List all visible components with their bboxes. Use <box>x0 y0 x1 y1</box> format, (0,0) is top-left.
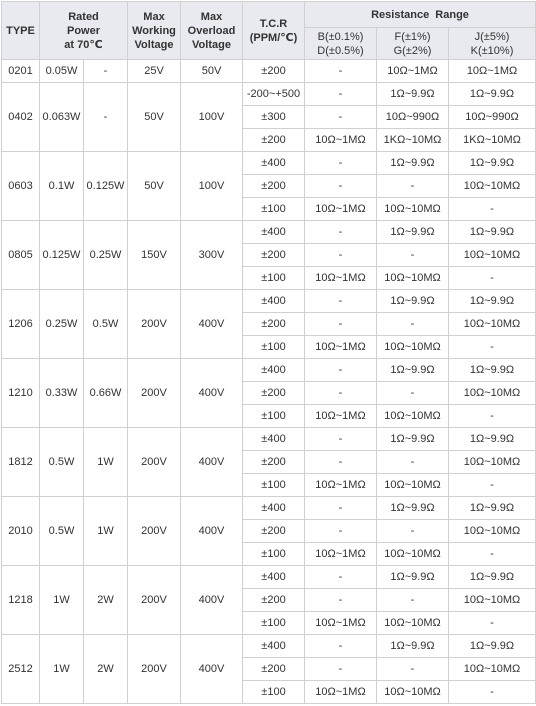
header-max-working-line-1: Max <box>143 10 165 23</box>
max-overload-voltage-cell: 50V <box>181 60 243 83</box>
range-b-d-cell: - <box>305 152 377 175</box>
header-max-overload-line-1: Max <box>200 10 223 23</box>
header-tol-g: G(±2%) <box>393 44 432 57</box>
range-b-d-cell: 10Ω~1MΩ <box>305 129 377 152</box>
max-overload-voltage-cell: 100V <box>181 83 243 152</box>
tcr-cell: ±400 <box>243 497 305 520</box>
tcr-cell: ±200 <box>243 60 305 83</box>
tcr-cell: ±100 <box>243 405 305 428</box>
range-b-d-cell: - <box>305 382 377 405</box>
rated-power-alt-cell: - <box>84 83 128 152</box>
header-rated-power-line-2: Power <box>66 24 100 37</box>
table-row <box>2 566 536 589</box>
max-working-voltage-cell: 150V <box>128 221 181 290</box>
range-b-d-cell: - <box>305 221 377 244</box>
range-j-k-cell: - <box>449 405 536 428</box>
tcr-cell: ±200 <box>243 244 305 267</box>
range-f-g-cell: - <box>377 589 449 612</box>
range-j-k-cell: 10Ω~10MΩ <box>449 451 536 474</box>
rated-power-alt-cell: - <box>84 60 128 83</box>
rated-power-cell: 0.125W <box>40 221 84 290</box>
tcr-cell: ±100 <box>243 612 305 635</box>
header-tcr-line-1: T.C.R <box>259 17 288 30</box>
table-row <box>2 83 536 106</box>
tcr-cell: ±400 <box>243 566 305 589</box>
range-f-g-cell: 10Ω~10MΩ <box>377 612 449 635</box>
range-j-k-cell: - <box>449 267 536 290</box>
tcr-cell: ±200 <box>243 382 305 405</box>
rated-power-cell: 0.33W <box>40 359 84 428</box>
type-cell: 2512 <box>2 635 40 704</box>
table-row <box>2 359 536 382</box>
range-f-g-cell: 10Ω~10MΩ <box>377 267 449 290</box>
range-j-k-cell: 10Ω~10MΩ <box>449 520 536 543</box>
tcr-cell: ±200 <box>243 129 305 152</box>
max-overload-voltage-cell: 400V <box>181 290 243 359</box>
tcr-cell: ±100 <box>243 267 305 290</box>
range-j-k-cell: 1Ω~9.9Ω <box>449 635 536 658</box>
header-resistance-range: Resistance Range <box>305 2 536 28</box>
type-cell: 1218 <box>2 566 40 635</box>
range-j-k-cell: 1Ω~9.9Ω <box>449 221 536 244</box>
max-working-voltage-cell: 200V <box>128 290 181 359</box>
range-f-g-cell: 10Ω~990Ω <box>377 106 449 129</box>
range-f-g-cell: 1Ω~9.9Ω <box>377 152 449 175</box>
rated-power-cell: 0.5W <box>40 428 84 497</box>
max-overload-voltage-cell: 400V <box>181 359 243 428</box>
range-f-g-cell: 10Ω~10MΩ <box>377 543 449 566</box>
header-max-working-line-2: Working <box>132 24 176 37</box>
range-j-k-cell: - <box>449 612 536 635</box>
range-b-d-cell: - <box>305 244 377 267</box>
range-f-g-cell: - <box>377 658 449 681</box>
tcr-cell: ±100 <box>243 474 305 497</box>
range-b-d-cell: - <box>305 175 377 198</box>
max-working-voltage-cell: 50V <box>128 83 181 152</box>
range-b-d-cell: - <box>305 589 377 612</box>
rated-power-cell: 1W <box>40 635 84 704</box>
range-f-g-cell: 10Ω~10MΩ <box>377 336 449 359</box>
max-overload-voltage-cell: 100V <box>181 152 243 221</box>
range-j-k-cell: 10Ω~10MΩ <box>449 382 536 405</box>
range-b-d-cell: 10Ω~1MΩ <box>305 474 377 497</box>
type-cell: 0603 <box>2 152 40 221</box>
range-j-k-cell: 1KΩ~10MΩ <box>449 129 536 152</box>
header-max-working-line-3: Voltage <box>134 38 174 51</box>
range-f-g-cell: - <box>377 313 449 336</box>
range-b-d-cell: 10Ω~1MΩ <box>305 336 377 359</box>
range-b-d-cell: - <box>305 83 377 106</box>
max-overload-voltage-cell: 400V <box>181 497 243 566</box>
range-j-k-cell: 1Ω~9.9Ω <box>449 359 536 382</box>
range-b-d-cell: - <box>305 635 377 658</box>
range-f-g-cell: - <box>377 244 449 267</box>
type-cell: 2010 <box>2 497 40 566</box>
max-overload-voltage-cell: 300V <box>181 221 243 290</box>
range-f-g-cell: - <box>377 451 449 474</box>
range-f-g-cell: 1Ω~9.9Ω <box>377 359 449 382</box>
rated-power-alt-cell: 1W <box>84 497 128 566</box>
header-row <box>2 2 536 28</box>
range-j-k-cell: 1Ω~9.9Ω <box>449 428 536 451</box>
table-row <box>2 60 536 83</box>
header-tolerance-j-k <box>449 28 536 60</box>
range-f-g-cell: 1Ω~9.9Ω <box>377 566 449 589</box>
range-f-g-cell: 1Ω~9.9Ω <box>377 221 449 244</box>
rated-power-alt-cell: 0.5W <box>84 290 128 359</box>
rated-power-cell: 0.5W <box>40 497 84 566</box>
type-cell: 0201 <box>2 60 40 83</box>
rated-power-alt-cell: 0.25W <box>84 221 128 290</box>
header-tcr-line-2: (PPM/℃) <box>249 31 298 44</box>
range-b-d-cell: 10Ω~1MΩ <box>305 198 377 221</box>
range-b-d-cell: - <box>305 428 377 451</box>
range-j-k-cell: 10Ω~10MΩ <box>449 313 536 336</box>
type-cell: 0402 <box>2 83 40 152</box>
range-j-k-cell: 10Ω~1MΩ <box>449 60 536 83</box>
tcr-cell: ±300 <box>243 106 305 129</box>
type-cell: 1206 <box>2 290 40 359</box>
tcr-cell: ±100 <box>243 543 305 566</box>
range-b-d-cell: - <box>305 106 377 129</box>
header-tolerance-f-g <box>377 28 449 60</box>
header-type: TYPE <box>2 2 40 60</box>
range-f-g-cell: 10Ω~1MΩ <box>377 60 449 83</box>
range-b-d-cell: - <box>305 290 377 313</box>
type-cell: 1210 <box>2 359 40 428</box>
header-tol-j: J(±5%) <box>474 30 510 43</box>
rated-power-alt-cell: 2W <box>84 566 128 635</box>
max-working-voltage-cell: 200V <box>128 635 181 704</box>
range-f-g-cell: 10Ω~10MΩ <box>377 681 449 704</box>
range-j-k-cell: - <box>449 198 536 221</box>
range-f-g-cell: - <box>377 520 449 543</box>
range-f-g-cell: 1Ω~9.9Ω <box>377 290 449 313</box>
header-tol-b: B(±0.1%) <box>317 30 364 43</box>
range-b-d-cell: 10Ω~1MΩ <box>305 612 377 635</box>
range-f-g-cell: 10Ω~10MΩ <box>377 405 449 428</box>
range-b-d-cell: - <box>305 313 377 336</box>
range-f-g-cell: 10Ω~10MΩ <box>377 198 449 221</box>
header-tol-f: F(±1%) <box>394 30 431 43</box>
header-max-overload-line-3: Voltage <box>192 38 231 51</box>
type-cell: 0805 <box>2 221 40 290</box>
tcr-cell: ±100 <box>243 198 305 221</box>
tcr-cell: ±400 <box>243 359 305 382</box>
range-b-d-cell: - <box>305 60 377 83</box>
header-max-working-voltage <box>128 2 181 60</box>
max-working-voltage-cell: 200V <box>128 497 181 566</box>
range-b-d-cell: 10Ω~1MΩ <box>305 405 377 428</box>
resistor-spec-table <box>1 1 536 704</box>
range-j-k-cell: 1Ω~9.9Ω <box>449 152 536 175</box>
tcr-cell: -200~+500 <box>243 83 305 106</box>
range-j-k-cell: 10Ω~10MΩ <box>449 589 536 612</box>
tcr-cell: ±400 <box>243 290 305 313</box>
rated-power-alt-cell: 0.125W <box>84 152 128 221</box>
table-row <box>2 221 536 244</box>
header-max-overload-line-2: Overload <box>187 24 236 37</box>
range-f-g-cell: 1KΩ~10MΩ <box>377 129 449 152</box>
range-b-d-cell: - <box>305 497 377 520</box>
range-b-d-cell: - <box>305 566 377 589</box>
table-row <box>2 428 536 451</box>
table-row <box>2 290 536 313</box>
range-f-g-cell: - <box>377 175 449 198</box>
range-f-g-cell: 1Ω~9.9Ω <box>377 635 449 658</box>
range-f-g-cell: 1Ω~9.9Ω <box>377 497 449 520</box>
tcr-cell: ±100 <box>243 681 305 704</box>
rated-power-alt-cell: 2W <box>84 635 128 704</box>
tcr-cell: ±200 <box>243 451 305 474</box>
range-j-k-cell: 10Ω~10MΩ <box>449 658 536 681</box>
tcr-cell: ±200 <box>243 658 305 681</box>
header-tol-k: K(±10%) <box>470 44 514 57</box>
max-working-voltage-cell: 200V <box>128 359 181 428</box>
range-b-d-cell: 10Ω~1MΩ <box>305 681 377 704</box>
rated-power-cell: 0.1W <box>40 152 84 221</box>
rated-power-alt-cell: 1W <box>84 428 128 497</box>
rated-power-alt-cell: 0.66W <box>84 359 128 428</box>
table-row <box>2 497 536 520</box>
header-tolerance-b-d <box>305 28 377 60</box>
rated-power-cell: 0.25W <box>40 290 84 359</box>
range-b-d-cell: - <box>305 520 377 543</box>
range-f-g-cell: 10Ω~10MΩ <box>377 474 449 497</box>
tcr-cell: ±400 <box>243 152 305 175</box>
tcr-cell: ±200 <box>243 313 305 336</box>
max-working-voltage-cell: 200V <box>128 428 181 497</box>
range-f-g-cell: 1Ω~9.9Ω <box>377 83 449 106</box>
rated-power-cell: 1W <box>40 566 84 635</box>
tcr-cell: ±400 <box>243 428 305 451</box>
header-tcr <box>243 2 305 60</box>
spec-table-body <box>2 60 536 704</box>
range-b-d-cell: 10Ω~1MΩ <box>305 267 377 290</box>
header-tol-d: D(±0.5%) <box>317 44 364 57</box>
table-row <box>2 152 536 175</box>
max-overload-voltage-cell: 400V <box>181 566 243 635</box>
type-cell: 1812 <box>2 428 40 497</box>
max-overload-voltage-cell: 400V <box>181 428 243 497</box>
tcr-cell: ±100 <box>243 336 305 359</box>
header-rated-power <box>40 2 128 60</box>
max-working-voltage-cell: 25V <box>128 60 181 83</box>
range-b-d-cell: - <box>305 658 377 681</box>
range-j-k-cell: 1Ω~9.9Ω <box>449 566 536 589</box>
tcr-cell: ±400 <box>243 221 305 244</box>
range-j-k-cell: 1Ω~9.9Ω <box>449 290 536 313</box>
range-j-k-cell: - <box>449 474 536 497</box>
max-working-voltage-cell: 50V <box>128 152 181 221</box>
tcr-cell: ±400 <box>243 635 305 658</box>
header-max-overload-voltage <box>181 2 243 60</box>
tcr-cell: ±200 <box>243 589 305 612</box>
rated-power-cell: 0.05W <box>40 60 84 83</box>
range-j-k-cell: 10Ω~10MΩ <box>449 175 536 198</box>
rated-power-cell: 0.063W <box>40 83 84 152</box>
range-j-k-cell: 1Ω~9.9Ω <box>449 497 536 520</box>
range-f-g-cell: - <box>377 382 449 405</box>
range-b-d-cell: 10Ω~1MΩ <box>305 543 377 566</box>
range-j-k-cell: - <box>449 336 536 359</box>
range-j-k-cell: - <box>449 681 536 704</box>
header-rated-power-line-3: at 70℃ <box>64 38 103 51</box>
range-b-d-cell: - <box>305 359 377 382</box>
tcr-cell: ±200 <box>243 175 305 198</box>
max-overload-voltage-cell: 400V <box>181 635 243 704</box>
range-j-k-cell: - <box>449 543 536 566</box>
range-j-k-cell: 1Ω~9.9Ω <box>449 83 536 106</box>
max-working-voltage-cell: 200V <box>128 566 181 635</box>
tcr-cell: ±200 <box>243 520 305 543</box>
range-j-k-cell: 10Ω~990Ω <box>449 106 536 129</box>
table-row <box>2 635 536 658</box>
range-b-d-cell: - <box>305 451 377 474</box>
header-rated-power-line-1: Rated <box>68 10 99 23</box>
range-j-k-cell: 10Ω~10MΩ <box>449 244 536 267</box>
range-f-g-cell: 1Ω~9.9Ω <box>377 428 449 451</box>
